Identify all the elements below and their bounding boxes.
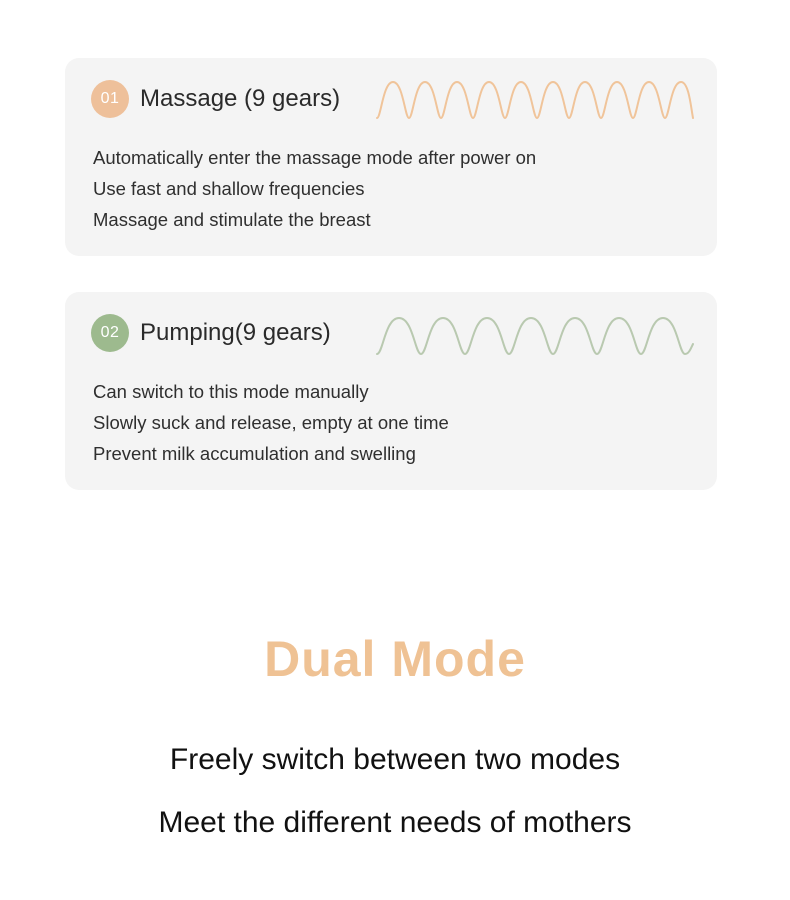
dual-mode-subtitle-2: Meet the different needs of mothers [158,806,632,839]
pumping-line-3: Prevent milk accumulation and swelling [93,443,416,464]
dual-mode-subtitle-1: Freely switch between two modes [169,743,621,776]
massage-line-2: Use fast and shallow frequencies [93,178,365,199]
pumping-waveform [375,308,695,371]
mode-card-massage-lines [93,142,697,235]
massage-waveform [375,74,695,137]
mode-badge-02: 02 [91,314,129,352]
mode-title-pumping: Pumping(9 gears) [140,319,331,346]
massage-line-3: Massage and stimulate the breast [93,209,371,230]
mode-card-pumping-lines [93,376,697,469]
mode-badge-01: 01 [91,80,129,118]
pumping-line-1: Can switch to this mode manually [93,381,369,402]
mode-title-massage: Massage (9 gears) [140,85,341,112]
mode-card-pumping [65,292,717,490]
pumping-line-2: Slowly suck and release, empty at one time [93,412,449,433]
massage-line-1: Automatically enter the massage mode after power on [93,147,537,168]
mode-card-massage [65,58,717,256]
mode-card-massage-header [65,58,717,130]
dual-mode-title: Dual Mode [264,631,526,687]
mode-card-pumping-header [65,292,717,364]
